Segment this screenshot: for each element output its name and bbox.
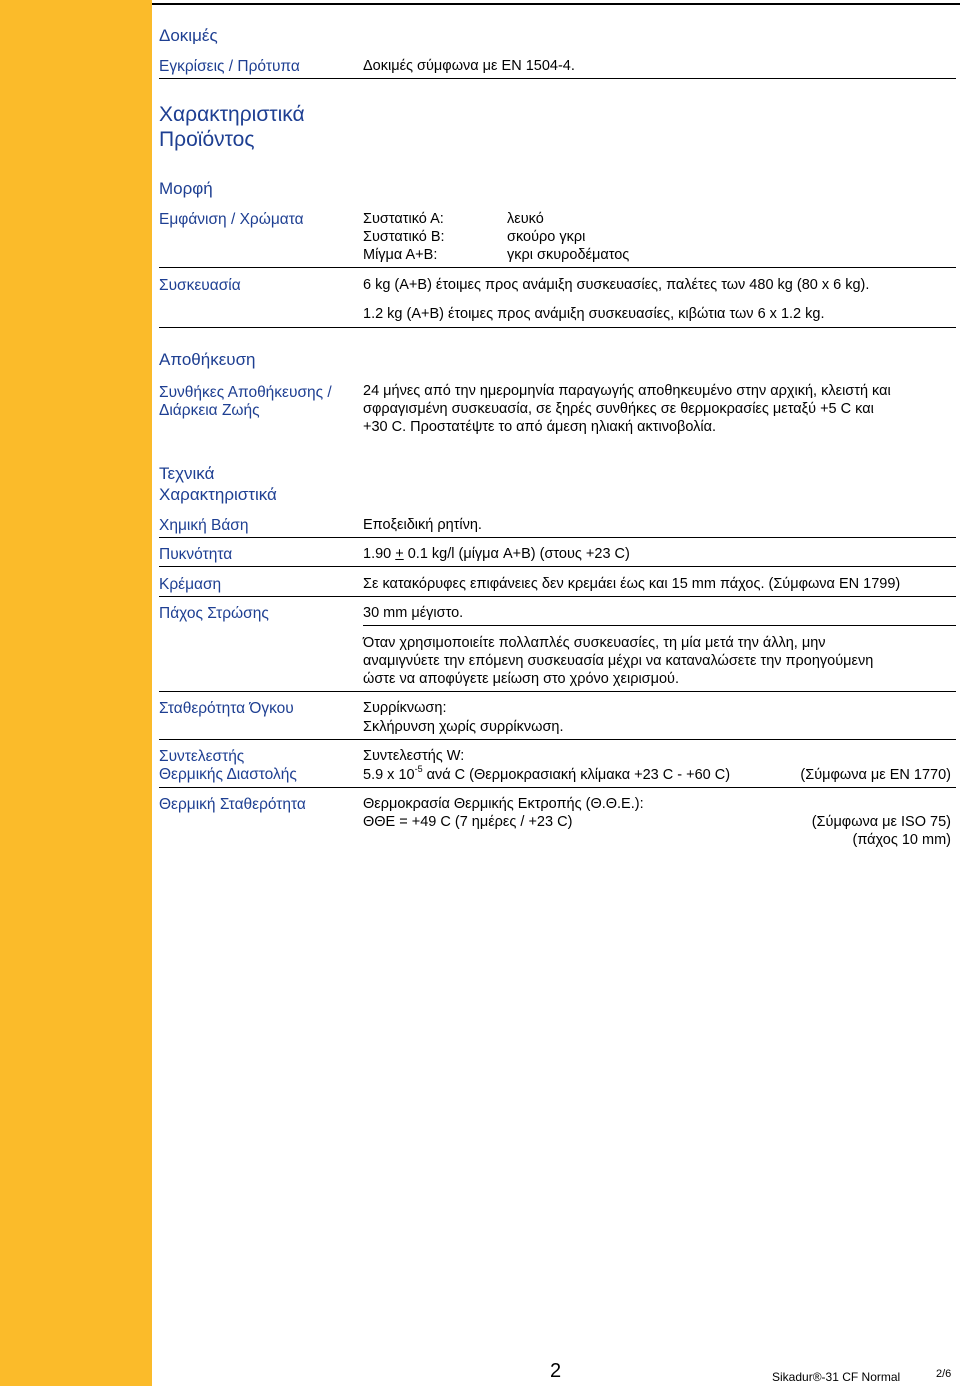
component-b-color: σκούρο γκρι	[507, 229, 586, 245]
tests-heading: Δοκιμές	[159, 26, 218, 45]
footer-page-of: 2/6	[936, 1368, 952, 1380]
technical-heading-line1: Τεχνικά	[159, 464, 215, 483]
expansion-label-line1: Συντελεστής	[159, 748, 245, 765]
thickness-label: Πάχος Στρώσης	[159, 605, 269, 622]
approvals-label: Εγκρίσεις / Πρότυπα	[159, 58, 300, 75]
approvals-value: Δοκιμές σύμφωνα με EN 1504-4.	[363, 58, 575, 74]
thickness-note-line1: Όταν χρησιμοποιείτε πολλαπλές συσκευασίες, τη μία μετά την άλλη, μην	[363, 635, 826, 651]
page-number: 2	[550, 1360, 562, 1382]
technical-heading-line2: Χαρακτηριστικά	[159, 485, 277, 504]
thermal-standard-line1: (Σύμφωνα με ISO 75)	[811, 814, 951, 830]
footer-product: Sikadur®-31 CF Normal	[772, 1370, 901, 1384]
divider	[159, 537, 956, 538]
volume-value-line1: Συρρίκνωση:	[363, 700, 447, 716]
thickness-value: 30 mm μέγιστο.	[363, 605, 464, 621]
appearance-label: Εμφάνιση / Χρώματα	[159, 211, 304, 228]
chem-label: Χημική Βάση	[159, 517, 249, 534]
divider	[159, 566, 956, 567]
divider	[159, 596, 956, 597]
storage-value-line2: σφραγισμένη συσκευασία, σε ξηρές συνθήκες σε θερμοκρασίες μεταξύ +5 C και	[363, 401, 874, 417]
product-heading-line1: Χαρακτηριστικά	[159, 103, 305, 126]
top-rule	[152, 3, 960, 5]
divider	[159, 267, 956, 268]
storage-label-line2: Διάρκεια Ζωής	[159, 402, 260, 419]
sag-value: Σε κατακόρυφες επιφάνειες δεν κρεμάει έως και 15 mm πάχος. (Σύμφωνα EN 1799)	[363, 576, 901, 592]
storage-value-line1: 24 μήνες από την ημερομηνία παραγωγής αποθηκευμένο στην αρχική, κλειστή και	[363, 383, 891, 399]
thickness-note-line3: ώστε να αποφύγετε μείωση στο χρόνο χειρισμού.	[363, 671, 679, 687]
chem-value: Εποξειδική ρητίνη.	[363, 517, 482, 533]
expansion-value-line1: Συντελεστής W:	[363, 748, 465, 764]
thickness-note-line2: αναμιγνύετε την επόμενη συσκευασία μέχρι να καταναλώσετε την προηγούμενη	[363, 653, 874, 669]
divider	[159, 739, 956, 740]
volume-value-line2: Σκλήρυνση χωρίς συρρίκνωση.	[363, 719, 564, 735]
divider	[159, 691, 956, 692]
storage-heading: Αποθήκευση	[159, 350, 256, 369]
volume-label: Σταθερότητα Όγκου	[159, 700, 294, 717]
divider	[159, 78, 956, 79]
packaging-label: Συσκευασία	[159, 277, 241, 294]
component-b-label: Συστατικό B:	[363, 229, 445, 245]
thermal-label: Θερμική Σταθερότητα	[159, 796, 306, 813]
storage-label-line1: Συνθήκες Αποθήκευσης /	[159, 384, 332, 401]
divider	[159, 327, 956, 328]
mix-color: γκρι σκυροδέματος	[507, 247, 630, 263]
sidebar-band	[0, 0, 152, 1386]
divider	[159, 787, 956, 788]
divider	[363, 625, 956, 626]
packaging-line2: 1.2 kg (A+B) έτοιμες προς ανάμιξη συσκευασίες, κιβώτια των 6 x 1.2 kg.	[363, 306, 825, 322]
mix-label: Μίγμα Α+Β:	[363, 247, 438, 263]
storage-value-line3: +30 C. Προστατέψτε το από άμεση ηλιακή ακτινοβολία.	[363, 419, 717, 435]
thermal-value-line1: Θερμοκρασία Θερμικής Εκτροπής (Θ.Θ.Ε.):	[363, 796, 644, 812]
expansion-value-line2: 5.9 x $10^{-5}$ ανά C (Θερμοκρασιακή κλίμακα +23 C - +60 C)	[363, 764, 731, 783]
density-label: Πυκνότητα	[159, 546, 233, 563]
thermal-standard-line2: (πάχος 10 mm)	[852, 832, 951, 848]
product-heading-line2: Προϊόντος	[159, 128, 255, 151]
expansion-label-line2: Θερμικής Διαστολής	[159, 766, 297, 783]
sag-label: Κρέμαση	[159, 576, 222, 593]
thermal-value-line2: ΘΘΕ = +49 C (7 ημέρες / +23 C)	[363, 814, 573, 830]
component-a-color: λευκό	[507, 211, 544, 227]
component-a-label: Συστατικό Α:	[363, 211, 444, 227]
density-value: 1.90 + 0.1 kg/l (μίγμα A+B) (στους +23 C)	[363, 546, 630, 562]
expansion-standard: (Σύμφωνα με EN 1770)	[800, 767, 951, 783]
packaging-line1: 6 kg (A+B) έτοιμες προς ανάμιξη συσκευασίες, παλέτες των 480 kg (80 x 6 kg).	[363, 277, 870, 293]
form-heading: Μορφή	[159, 179, 213, 198]
